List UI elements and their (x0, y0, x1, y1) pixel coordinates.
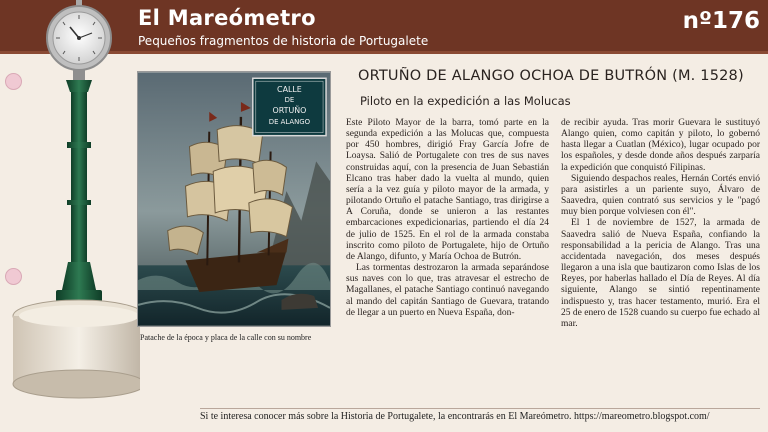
article-subtitle: Piloto en la expedición a las Molucas (360, 94, 571, 108)
paragraph: Este Piloto Mayor de la barra, tomó parte en la segunda expedición a las Molucas que, compuesta por 450 hombres, dirigió Fray García Jofre de Loaysa. Salió de Portugalete con tres de sus naves construidas aquí, con la presencia de Juan Sebastián Elcano tras haber dado la vuelta al mundo, quien sería a la vez guía y piloto mayor de la armada, y pilotando Ortuño el patache Santiago, tras dirigirse a A Coruña, donde se unieron a las restantes embarcaciones expedicionarias, partiendo el día 24 de julio de 1525. En el rol de la armada constaba inscrito como piloto de Portugalete, hijo de Ortuño de Alango, difunto, y María Ochoa de Butrón. (346, 118, 549, 262)
publication-subtitle: Pequeños fragmentos de historia de Portugalete (138, 34, 429, 48)
footer-note: Si te interesa conocer más sobre la Historia de Portugalete, la encontrarás en El Mareómetro. https://mareometro.blogspot.com/ (200, 408, 760, 422)
figure-caption: Patache de la época y placa de la calle con su nombre (140, 333, 312, 342)
article-column-1 (346, 118, 549, 319)
paragraph: Las tormentas destrozaron la armada separándose sus naves con lo que, tras atravesar el estrecho de Magallanes, el patache Santiago continuó navegando al mando del capitán Santiago de Guevara, tratando de llegar a un puerto en Nueva España, don- (346, 263, 549, 318)
publication-title: El Mareómetro (138, 6, 316, 30)
paragraph: Siguiendo despachos reales, Hernán Cortés envió para asistirles a un pariente suyo, Álvaro de Saavedra, quien contrató sus servicios y le "pagó muy bien porque volviesen con él". (561, 173, 760, 218)
sign-line-4: DE ALANGO (268, 117, 311, 126)
ship-painting-image (137, 71, 331, 327)
paragraph: de recibir ayuda. Tras morir Guevara le sustituyó Alango quien, como capitán y piloto, lo gobernó hasta llegar a Cuatlan (México), lugar ocupado por los españoles, y desde donde años después zarparía la expedición que conquistó Filipinas. (561, 118, 760, 173)
sign-line-1: CALLE (277, 85, 302, 95)
article-title: ORTUÑO DE ALANGO OCHOA DE BUTRÓN (M. 1528) (358, 68, 744, 84)
article-column-2 (561, 118, 760, 330)
paragraph: El 1 de noviembre de 1527, la armada de Saavedra salió de Nueva España, confiando la responsabilidad a la pericia de Alango. Tras una accidentada navegación, dos meses después llegaron a una isla que bautizaron como Islas de los Reyes, por haberlas hallado el Día de Reyes. Al día siguiente, Alango se sintió repentinamente indispuesto y, tras hacer testamento, murió. Era el 25 de enero de 1528 cuando su cuerpo fue echado al mar. (561, 218, 760, 329)
sign-line-3: ORTUÑO (272, 105, 307, 115)
sign-line-2: DE (284, 96, 295, 105)
mareometro-clock-column-icon (0, 0, 140, 432)
issue-number: nº176 (682, 8, 760, 34)
